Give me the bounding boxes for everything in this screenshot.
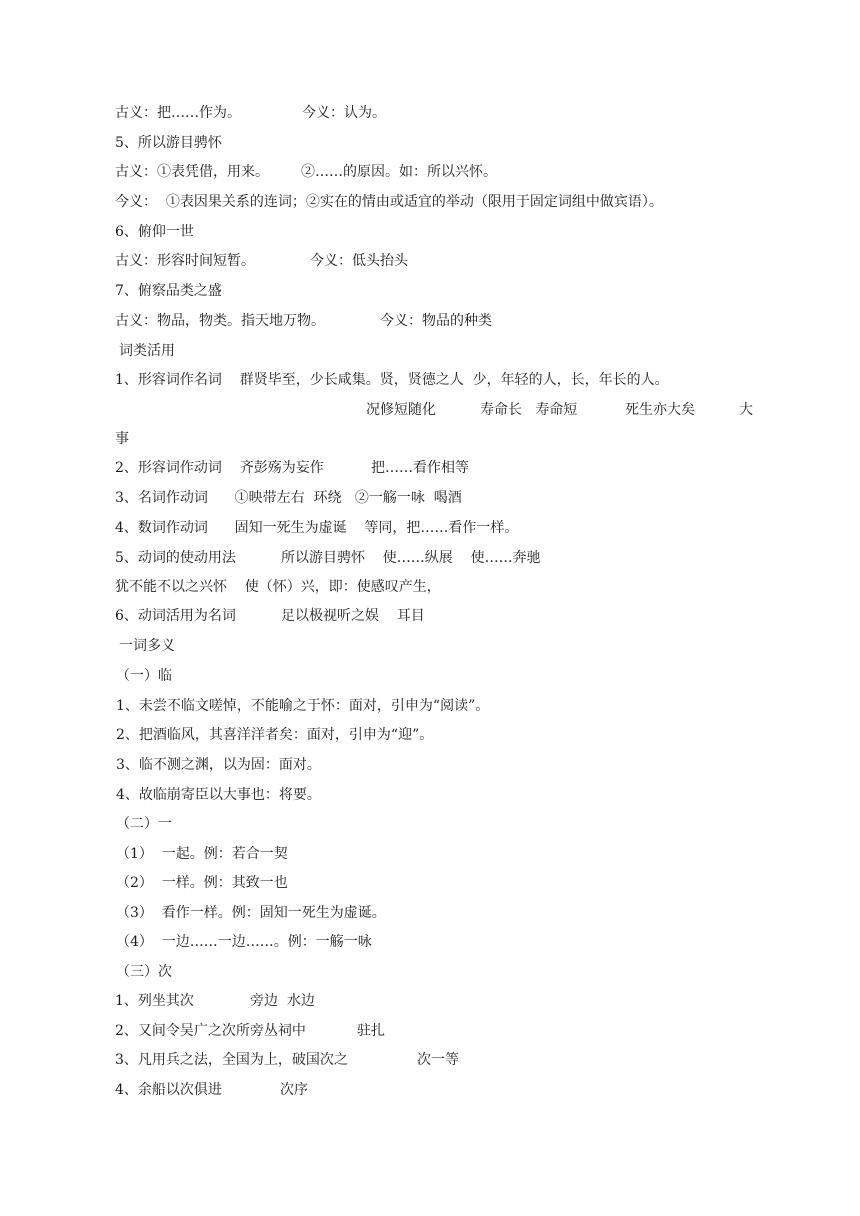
text-line xyxy=(115,249,408,273)
text-line xyxy=(115,486,462,510)
text-line xyxy=(115,368,669,392)
text-segment: 大 xyxy=(739,402,753,418)
text-line xyxy=(116,783,321,807)
text-segment: 一词多义 xyxy=(119,638,175,654)
text-segment: （4） 一边……一边……。例：一觞一咏 xyxy=(116,934,372,950)
text-segment: 词类活用 xyxy=(119,343,175,359)
text-segment: 今义：认为。 xyxy=(302,105,386,121)
text-line xyxy=(116,901,386,925)
section-heading xyxy=(115,220,194,244)
text-segment: 3、临不测之渊，以为固：面对。 xyxy=(116,757,321,773)
text-segment: 1、形容词作名词 群贤毕至，少长咸集。贤，贤德之人 少，年轻的人，长，年长的人。 xyxy=(115,372,669,388)
text-segment: 况修短随化 xyxy=(366,402,436,418)
text-segment: 2、又间令吴广之次所旁丛祠中 xyxy=(115,1023,306,1039)
text-line xyxy=(115,190,663,214)
text-segment: 6、动词活用为名词 xyxy=(115,608,236,624)
text-segment: 6、俯仰一世 xyxy=(115,224,194,240)
text-segment: （1） 一起。例：若合一契 xyxy=(116,846,288,862)
text-line xyxy=(115,101,386,125)
text-line xyxy=(116,960,172,984)
text-segment: 2、形容词作动词 齐彭殇为妄作 xyxy=(115,460,324,476)
text-line xyxy=(115,309,492,333)
text-line xyxy=(115,160,497,184)
text-segment: 4、数词作动词 固知一死生为虚诞 等同，把……看作一样。 xyxy=(115,520,519,536)
text-segment: 死生亦大矣 xyxy=(625,402,695,418)
text-line xyxy=(116,753,321,777)
text-segment: ②……的原因。如：所以兴怀。 xyxy=(301,164,497,180)
text-line xyxy=(116,812,172,836)
text-segment: 所以游目骋怀 使……纵展 使……奔驰 xyxy=(281,550,541,566)
text-segment: （3） 看作一样。例：固知一死生为虚诞。 xyxy=(116,905,386,921)
text-segment: 事 xyxy=(115,431,129,447)
text-segment: 旁边 水边 xyxy=(250,993,315,1009)
text-segment: 1、未尝不临文嗟悼，不能喻之于怀：面对，引申为“阅读”。 xyxy=(116,698,490,714)
text-segment: 7、俯察品类之盛 xyxy=(115,283,222,299)
text-line xyxy=(116,871,288,895)
section-heading xyxy=(115,279,222,303)
text-line xyxy=(115,427,133,451)
text-segment: 次序 xyxy=(280,1082,308,1098)
text-line xyxy=(115,456,469,480)
text-line xyxy=(115,516,519,540)
text-segment: 古义：把……作为。 xyxy=(115,105,241,121)
text-segment: 4、故临崩寄臣以大事也：将要。 xyxy=(116,787,321,803)
text-line xyxy=(115,604,425,628)
text-line xyxy=(115,1078,308,1102)
text-line xyxy=(115,575,441,599)
text-segment: （二）一 xyxy=(116,816,172,832)
text-line xyxy=(115,1019,385,1043)
text-segment: 今义：低头抬头 xyxy=(310,253,408,269)
text-segment: 5、动词的使动用法 xyxy=(115,550,236,566)
text-segment: 次一等 xyxy=(417,1052,459,1068)
section-heading xyxy=(119,634,175,658)
text-segment: 3、凡用兵之法，全国为上，破国次之 xyxy=(115,1052,348,1068)
text-segment: 驻扎 xyxy=(357,1023,385,1039)
text-line xyxy=(115,546,541,570)
text-segment: 4、余船以次俱进 xyxy=(115,1082,222,1098)
text-segment: （2） 一样。例：其致一也 xyxy=(116,875,288,891)
text-segment: 2、把酒临风，其喜洋洋者矣：面对，引申为“迎”。 xyxy=(116,727,434,743)
text-segment: 今义：物品的种类 xyxy=(380,313,492,329)
text-segment: 1、列坐其次 xyxy=(115,993,194,1009)
text-segment: 3、名词作动词 ①映带左右 环绕 ②一觞一咏 喝酒 xyxy=(115,490,462,506)
text-segment: （三）次 xyxy=(116,964,172,980)
text-segment: 5、所以游目骋怀 xyxy=(115,135,222,151)
text-line xyxy=(116,694,490,718)
text-segment: 古义：①表凭借，用来。 xyxy=(115,164,269,180)
text-segment: 古义：形容时间短暂。 xyxy=(115,253,255,269)
text-line xyxy=(116,664,172,688)
text-segment: 足以极视听之娱 耳目 xyxy=(281,608,425,624)
text-segment: 今义： ①表因果关系的连词；②实在的情由或适宜的举动（限用于固定词组中做宾语）。 xyxy=(115,194,663,210)
text-line xyxy=(116,842,288,866)
text-line xyxy=(115,989,315,1013)
section-heading xyxy=(119,339,175,363)
text-line xyxy=(116,930,372,954)
text-line xyxy=(115,398,753,422)
text-line xyxy=(116,723,434,747)
text-segment: 寿命长 寿命短 xyxy=(480,402,578,418)
section-heading xyxy=(115,131,222,155)
text-segment: 犹不能不以之兴怀 使（怀）兴，即：使感叹产生， xyxy=(115,579,441,595)
text-segment: 把……看作相等 xyxy=(371,460,469,476)
text-segment: （一）临 xyxy=(116,668,172,684)
text-line xyxy=(115,1048,459,1072)
text-segment: 古义：物品，物类。指天地万物。 xyxy=(115,313,325,329)
